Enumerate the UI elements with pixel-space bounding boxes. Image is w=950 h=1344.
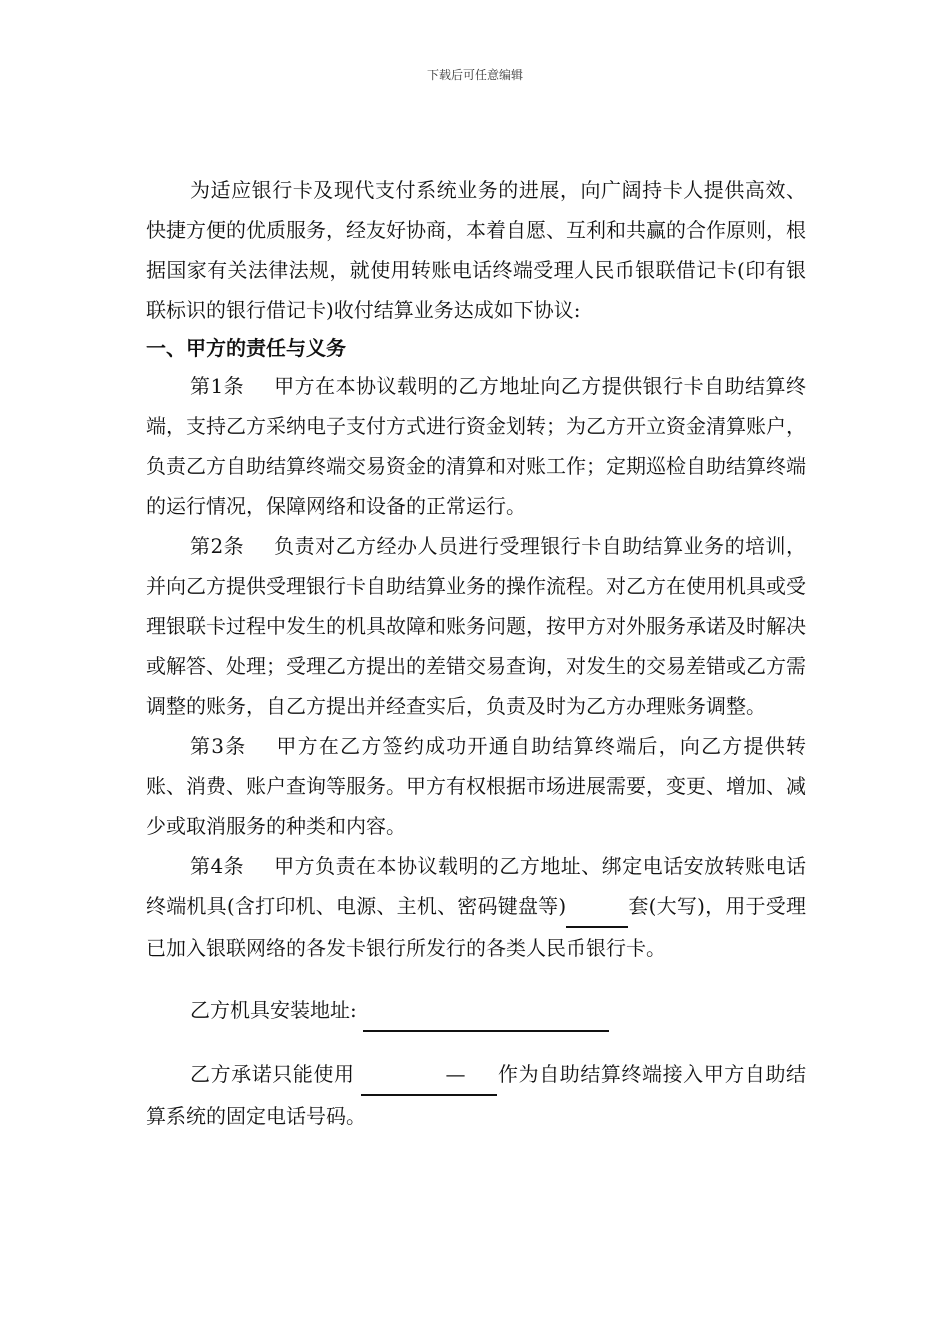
agreement-body xyxy=(146,170,806,1136)
article-label: 第4条 xyxy=(190,854,245,878)
article-text-before: 甲方负责在本协议载明的乙方地址、绑定电话安放转账电话终端机具(含打印机、电源、主机、密码键盘等) xyxy=(146,854,807,918)
article-3 xyxy=(146,726,806,846)
article-text: 负责对乙方经办人员进行受理银行卡自助结算业务的培训，并向乙方提供受理银行卡自助结算业务的操作流程。对乙方在使用机具或受理银联卡过程中发生的机具故障和账务问题，按甲方对外服务承诺及时解决或解答、处理；受理乙方提出的差错交易查询，对发生的交易差错或乙方需调整的账务，自乙方提出并经查实后，负责及时为乙方办理账务调整。 xyxy=(146,534,807,718)
section-title: 一、甲方的责任与义务 xyxy=(146,336,346,360)
phone-blank xyxy=(361,1054,497,1096)
article-1 xyxy=(146,366,806,526)
article-label: 第1条 xyxy=(190,374,245,398)
article-label: 第2条 xyxy=(190,534,245,558)
article-text-after: 套(大写)，用于受理已加入银联网络的各发卡银行所发行的各类人民币银行卡。 xyxy=(146,894,806,960)
article-text: 甲方在乙方签约成功开通自助结算终端后，向乙方提供转账、消费、账户查询等服务。甲方有权根据市场进展需要，变更、增加、减少或取消服务的种类和内容。 xyxy=(146,734,806,838)
quantity-blank xyxy=(566,886,628,928)
phone-paragraph xyxy=(146,1054,806,1136)
article-text: 甲方在本协议载明的乙方地址向乙方提供银行卡自助结算终端，支持乙方采纳电子支付方式进行资金划转；为乙方开立资金清算账户，负责乙方自助结算终端交易资金的清算和对账工作；定期巡检自助结算终端的运行情况，保障网络和设备的正常运行。 xyxy=(146,374,807,518)
address-line xyxy=(146,990,806,1032)
spacer xyxy=(146,1032,806,1054)
address-blank xyxy=(363,990,609,1032)
intro-paragraph: 为适应银行卡及现代支付系统业务的进展，向广阔持卡人提供高效、快捷方便的优质服务，经友好协商，本着自愿、互利和共赢的合作原则，根据国家有关法律法规，就使用转账电话终端受理人民币银联借记卡(印有银联标识的银行借记卡)收付结算业务达成如下协议: xyxy=(146,178,806,322)
phone-text-before: 乙方承诺只能使用 xyxy=(190,1062,355,1086)
article-2 xyxy=(146,526,806,726)
article-4 xyxy=(146,846,806,968)
article-label: 第3条 xyxy=(190,734,247,758)
spacer xyxy=(146,968,806,990)
phone-text-after: 作为自助结算终端接入甲方自助结算系统的固定电话号码。 xyxy=(146,1062,807,1128)
page-header: 下载后可任意编辑 xyxy=(426,68,523,82)
phone-dash: — xyxy=(445,1062,466,1086)
address-label: 乙方机具安装地址: xyxy=(190,998,357,1022)
